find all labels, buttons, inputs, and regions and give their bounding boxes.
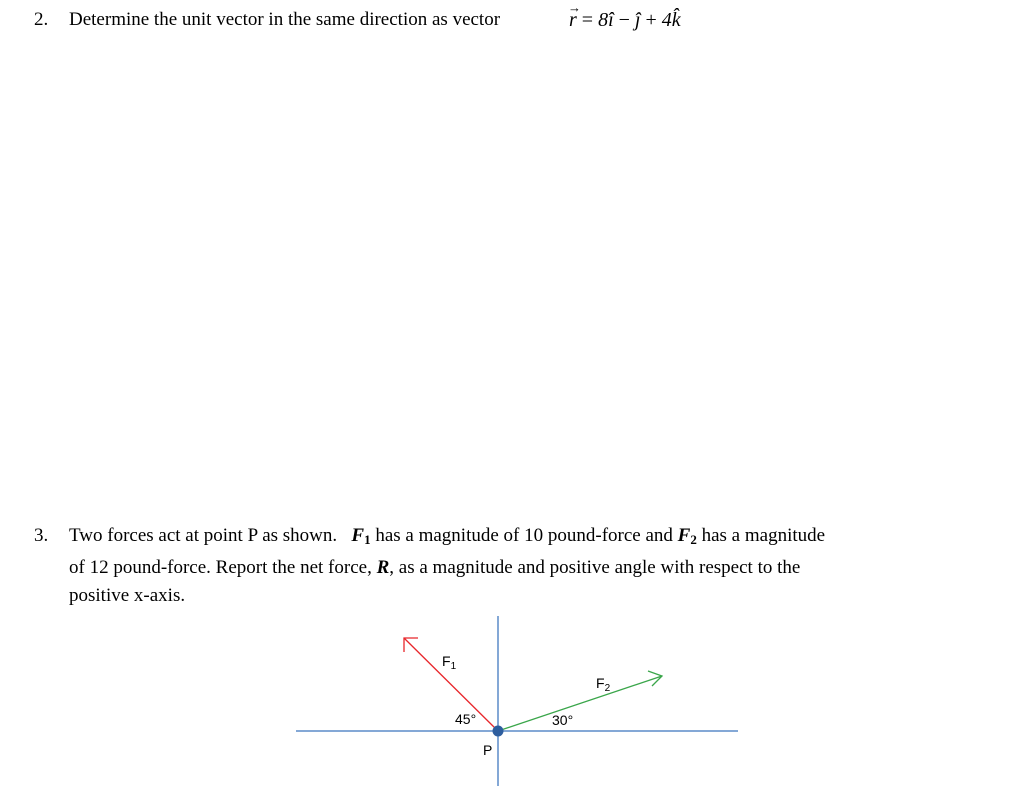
- problem-3-number: 3.: [34, 525, 49, 546]
- component-j: ĵ: [634, 9, 641, 31]
- vector-name: r: [569, 9, 577, 31]
- angle-45-label: 45°: [455, 711, 477, 727]
- f2-label: $F_2$: [596, 675, 611, 694]
- problem-3-line-3: positive x-axis.: [69, 585, 186, 606]
- f2-symbol: $F_2$: [677, 525, 697, 547]
- angle-30-label: 30°: [552, 712, 574, 728]
- vector-arrow: →: [568, 0, 581, 15]
- line1-part-a: Two forces act at point P as shown.: [69, 525, 338, 546]
- f2-vector: [498, 676, 662, 731]
- problem-2-number: 2.: [34, 9, 49, 30]
- equals-sign: =: [581, 9, 594, 31]
- f1-vector: [404, 638, 498, 731]
- f1-symbol: $F_1$: [351, 525, 371, 547]
- point-p: [493, 726, 504, 737]
- r-symbol: R: [376, 557, 390, 578]
- f1-label: $F_1$: [442, 653, 457, 672]
- line1-part-c: has a magnitude: [701, 525, 826, 546]
- component-k: 4k̂: [661, 9, 681, 31]
- plus-sign: +: [645, 9, 657, 31]
- line2-part-a: of 12 pound-force. Report the net force,: [69, 557, 372, 578]
- line1-part-b: has a magnitude of 10 pound-force and: [375, 525, 673, 546]
- minus-sign: −: [618, 9, 630, 31]
- component-i: 8î: [598, 9, 614, 31]
- problem-2-text: Determine the unit vector in the same direction as vector: [69, 9, 501, 30]
- line2-part-b: , as a magnitude and positive angle with respect to the: [389, 557, 801, 578]
- point-p-label: P: [483, 742, 493, 758]
